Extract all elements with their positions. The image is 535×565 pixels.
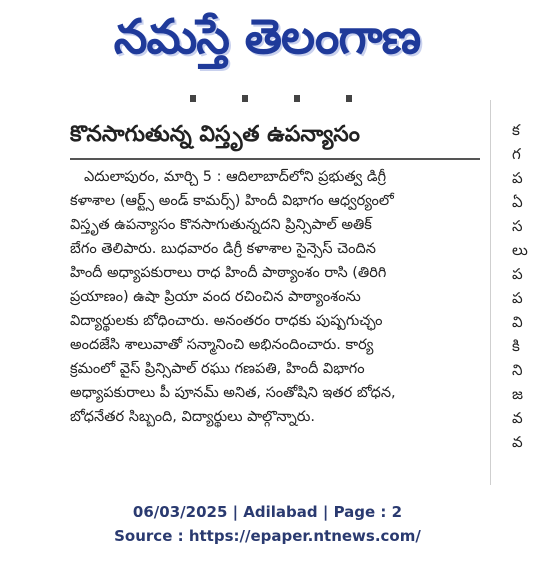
side-text: కి <box>512 337 520 355</box>
side-text: జ <box>512 385 523 403</box>
side-text: ప <box>512 265 523 283</box>
clipping-footer <box>0 500 535 548</box>
side-text: ప <box>512 169 523 187</box>
article-line: హిందీ అధ్యాపకురాలు రాధ హిందీ పాఠ్యాంశం రాసి (తిరిగి <box>70 265 387 281</box>
side-text: ని <box>512 361 523 379</box>
side-text: ప <box>512 289 523 307</box>
text-fragment <box>190 95 196 102</box>
column-divider <box>490 100 491 485</box>
article-body <box>70 165 480 429</box>
article-line: బేగం తెలిపారు. బుధవారం డిగ్రీ కళాశాల సైన్సెస్ చెందిన <box>70 241 376 257</box>
side-text: వి <box>512 313 523 331</box>
side-text: క <box>512 121 520 139</box>
edition-info: 06/03/2025 | Adilabad | Page : 2 <box>132 503 403 521</box>
side-text: గ <box>512 145 521 163</box>
side-text: వ <box>512 433 523 451</box>
previous-article-fragment <box>190 92 390 102</box>
adjacent-column-fragment <box>512 118 535 454</box>
article-line: విస్తృత ఉపన్యాసం కొనసాగుతున్నదని ప్రిన్సిపాల్ అతిక్ <box>70 217 372 233</box>
article-line: అధ్యాపకురాలు పీ పూనమ్ అనిత, సంతోషిని ఇతర బోధన, <box>70 385 396 401</box>
article-line: క్రమంలో వైస్ ప్రిన్సిపాల్ రఘు గణపతి, హిందీ విభాగం <box>70 361 365 377</box>
text-fragment <box>346 95 352 102</box>
article-headline: కొనసాగుతున్న విస్తృత ఉపన్యాసం <box>70 122 360 147</box>
article-line: ఎదులాపురం, మార్చి 5 : ఆదిలాబాద్‌లోని ప్రభుత్వ డిగ్రీ <box>84 169 387 185</box>
article-line: ప్రయాణం) ఉషా ప్రియా వంద రచించిన పాఠ్యాంశంను <box>70 289 361 305</box>
text-fragment <box>242 95 248 102</box>
article-line: బోధనేతర సిబ్బంది, విద్యార్థులు పాల్గొన్నారు. <box>70 409 315 425</box>
headline-rule <box>70 158 480 160</box>
side-text: వ <box>512 409 523 427</box>
side-text: లు <box>512 241 528 259</box>
source-link: Source : https://epaper.ntnews.com/ <box>114 527 421 545</box>
article-line: కళాశాల (ఆర్ట్స్ అండ్ కామర్స్) హిందీ విభాగం ఆధ్వర్యంలో <box>70 193 394 209</box>
text-fragment <box>294 95 300 102</box>
masthead-logo: నమస్తే తెలంగాణ <box>113 9 421 65</box>
article-line: అందజేసి శాలువాతో సన్మానించి అభినందించారు. కార్య <box>70 337 374 353</box>
side-text: ఏ <box>512 193 523 211</box>
article-line: విద్యార్థులకు బోధించారు. అనంతరం రాధకు పుష్పగుచ్ఛం <box>70 313 383 329</box>
side-text: స <box>512 217 523 235</box>
